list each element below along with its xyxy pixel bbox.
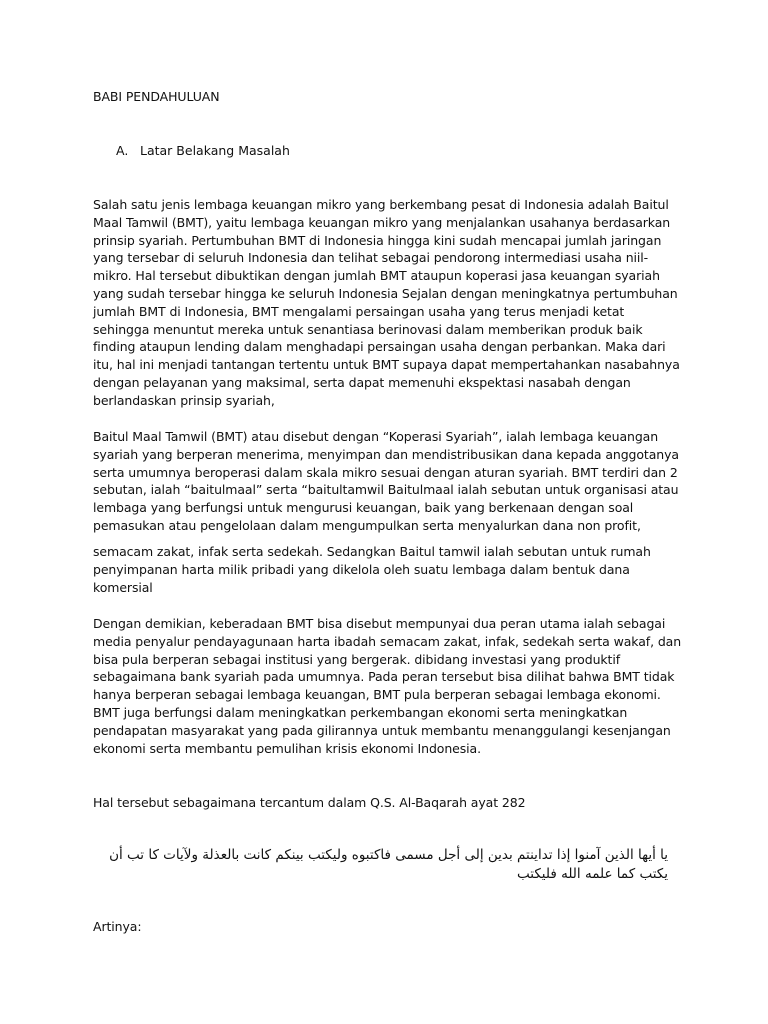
chapter-title: BABI PENDAHULUAN: [93, 89, 220, 104]
translation-label: Artinya:: [93, 919, 142, 934]
section-heading: [116, 142, 290, 160]
paragraph-bmt-roles: Dengan demikian, keberadaan BMT bisa disebut mempunyai dua peran utama ialah sebagai media penyalur pendayagunaan harta ibadah semacam zakat, infak, sedekah serta wakaf, dan bisa pula berperan sebagai institusi yang bergerak. dibidang investasi yang produktif sebagaimana bank syariah pada umumnya. Pada peran tersebut bisa dilihat bahwa BMT tidak hanya berperan sebagai lembaga keuangan, BMT pula berperan sebagai lembaga ekonomi. BMT juga berfungsi dalam meningkatkan perkembangan ekonomi serta meningkatkan pendapatan masyarakat yang pada gilirannya untuk membantu menanggulangi kesenjangan ekonomi serta membantu pemulihan krisis ekonomi Indonesia.: [93, 616, 682, 756]
paragraph-bmt-intro: Salah satu jenis lembaga keuangan mikro yang berkembang pesat di Indonesia adalah Baitul Maal Tamwil (BMT), yaitu lembaga keuangan mikro yang menjalankan usahanya berdasarkan prinsip syariah. Pertumbuhan BMT di Indonesia hingga kini sudah mencapai jumlah jaringan yang tersebar di seluruh Indonesia dan telihat sebagai pendorong intermediasi usaha niil-mikro. Hal tersebut dibuktikan dengan jumlah BMT ataupun koperasi jasa keuangan syariah yang sudah tersebar hingga ke seluruh Indonesia Sejalan dengan meningkatnya pertumbuhan jumlah BMT di Indonesia, BMT mengalami persaingan usaha yang terus menjadi ketat sehingga menuntut mereka untuk senantiasa berinovasi dalam memberikan produk baik finding ataupun lending dalam menghadapi persaingan usaha dengan perbankan. Maka dari itu, hal ini menjadi tantangan tertentu untuk BMT supaya dapat mempertahankan nasabahnya dengan pelayanan yang maksimal, serta dapat memenuhi ekspektasi nasabah dengan berlandaskan prinsip syariah,: [93, 197, 680, 408]
section-title: Latar Belakang Masalah: [140, 143, 290, 158]
arabic-verse: يا أيها الذين آمنوا إذا تداينتم بدين إلى أجل مسمى فاكتبوه وليكتب بينكم كانت بالعذلة ولآيات كا تب أن يكتب كما علمه الله فليكتب: [109, 847, 668, 882]
section-number: A.: [116, 143, 129, 158]
paragraph-bmt-definition: Baitul Maal Tamwil (BMT) atau disebut dengan “Koperasi Syariah”, ialah lembaga keuangan syariah yang berperan menerima, menyimpan dan mendistribusikan dana kepada anggotanya serta umumnya beroperasi dalam skala mikro sesuai dengan aturan syariah. BMT terdiri dan 2 sebutan, ialah “baitulmaal” serta “baitultamwil Baitulmaal ialah sebutan untuk organisasi atau lembaga yang berfungsi untuk mengurusi keuangan, baik yang berkenaan dengan soal pemasukan atau pengelolaan dalam mengumpulkan serta menyalurkan dana non profit,: [93, 429, 679, 533]
paragraph-baitul-tamwil: semacam zakat, infak serta sedekah. Sedangkan Baitul tamwil ialah sebutan untuk rumah penyimpanan harta milik pribadi yang dikelola oleh suatu lembaga dalam bentuk dana komersial: [93, 544, 651, 595]
paragraph-quran-reference: Hal tersebut sebagaimana tercantum dalam Q.S. Al-Baqarah ayat 282: [93, 795, 526, 810]
